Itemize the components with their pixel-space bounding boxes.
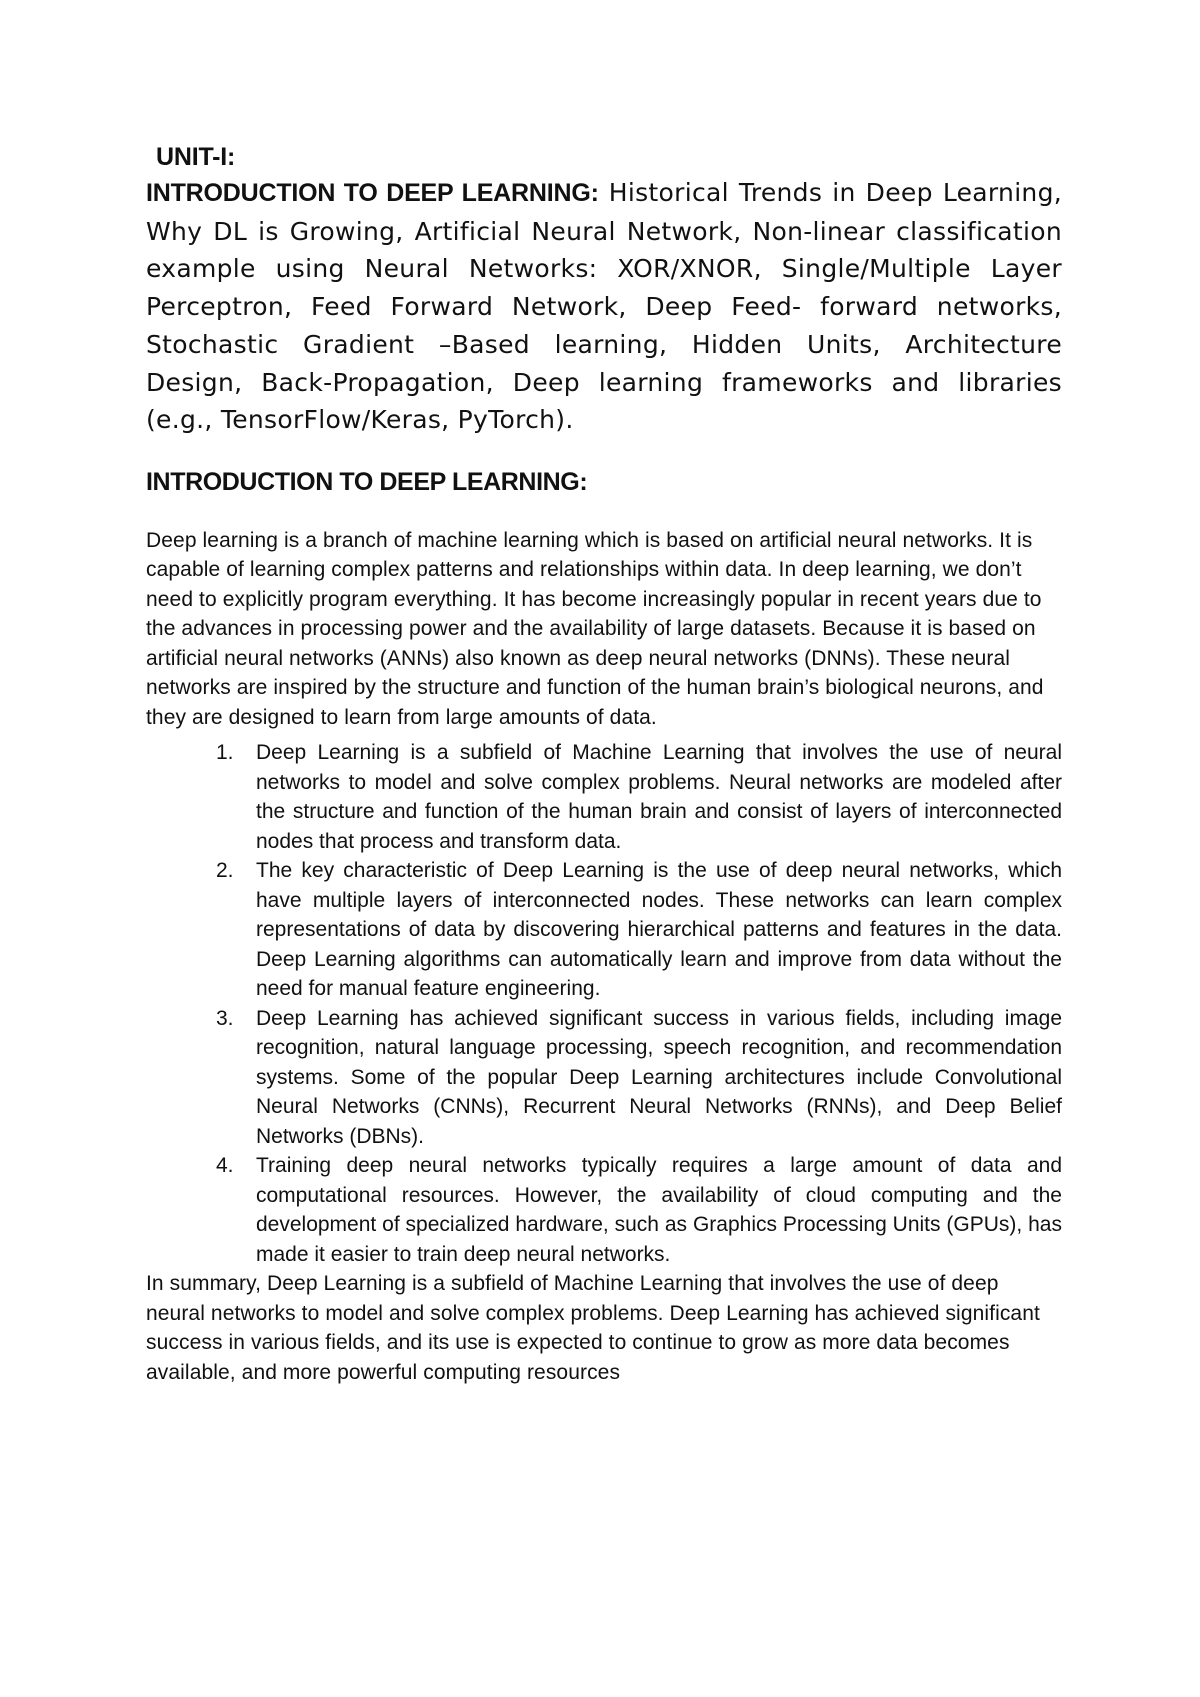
- syllabus-lead: INTRODUCTION TO DEEP LEARNING:: [146, 179, 599, 207]
- list-item-number: 3.: [216, 1006, 234, 1030]
- list-item: [146, 856, 1062, 1004]
- syllabus-paragraph: [146, 174, 1062, 439]
- list-item: [146, 1151, 1062, 1269]
- list-item: [146, 1004, 1062, 1152]
- list-item-text: The key characteristic of Deep Learning is the use of deep neural networks, which have multiple layers of interconnected nodes. These networks can learn complex representations of data by discovering hierarchical patterns and features in the data. Deep Learning algorithms can automatically learn and improve from data without the need for manual feature engineering.: [256, 859, 1062, 1001]
- intro-paragraph: Deep learning is a branch of machine learning which is based on artificial neural networks. It is capable of learning complex patterns and relationships within data. In deep learning, we don’t need to explicitly program everything. It has become increasingly popular in recent years due to the advances in processing power and the availability of large datasets. Because it is based on artificial neural networks (ANNs) also known as deep neural networks (DNNs). These neural networks are inspired by the structure and function of the human brain’s biological neurons, and they are designed to learn from large amounts of data.: [146, 528, 1044, 729]
- list-item-number: 2.: [216, 859, 234, 883]
- unit-title: UNIT-I:: [156, 143, 236, 171]
- list-item: [146, 738, 1062, 856]
- document-page: [146, 140, 1062, 1387]
- section-heading: INTRODUCTION TO DEEP LEARNING:: [146, 467, 588, 496]
- list-item-text: Deep Learning has achieved significant success in various fields, including image recognition, natural language processing, speech recognition, and recommendation systems. Some of the popular Deep Learning architectures include Convolutional Neural Networks (CNNs), Recurrent Neural Networks (RNNs), and Deep Belief Networks (DBNs).: [256, 1006, 1062, 1148]
- list-item-text: Deep Learning is a subfield of Machine Learning that involves the use of neural networks to model and solve complex problems. Neural networks are modeled after the structure and function of the human brain and consist of layers of interconnected nodes that process and transform data.: [256, 741, 1062, 853]
- list-item-text: Training deep neural networks typically requires a large amount of data and computational resources. However, the availability of cloud computing and the development of specialized hardware, such as Graphics Processing Units (GPUs), has made it easier to train deep neural networks.: [256, 1154, 1062, 1266]
- syllabus-text: Historical Trends in Deep Learning, Why DL is Growing, Artificial Neural Network, Non-linear classification example using Neural Networks: XOR/XNOR, Single/Multiple Layer Perceptron, Feed Forward Network, Deep Feed- forward networks, Stochastic Gradient –Based learning, Hidden Units, Architecture Design, Back-Propagation, Deep learning frameworks and libraries (e.g., TensorFlow/Keras, PyTorch).: [146, 178, 1062, 435]
- list-item-number: 1.: [216, 741, 234, 765]
- list-item-number: 4.: [216, 1154, 234, 1178]
- summary-paragraph: In summary, Deep Learning is a subfield of Machine Learning that involves the use of deep neural networks to model and solve complex problems. Deep Learning has achieved significant success in various fields, and its use is expected to continue to grow as more data becomes available, and more powerful computing resources: [146, 1272, 1040, 1384]
- key-points-list: [146, 738, 1062, 1269]
